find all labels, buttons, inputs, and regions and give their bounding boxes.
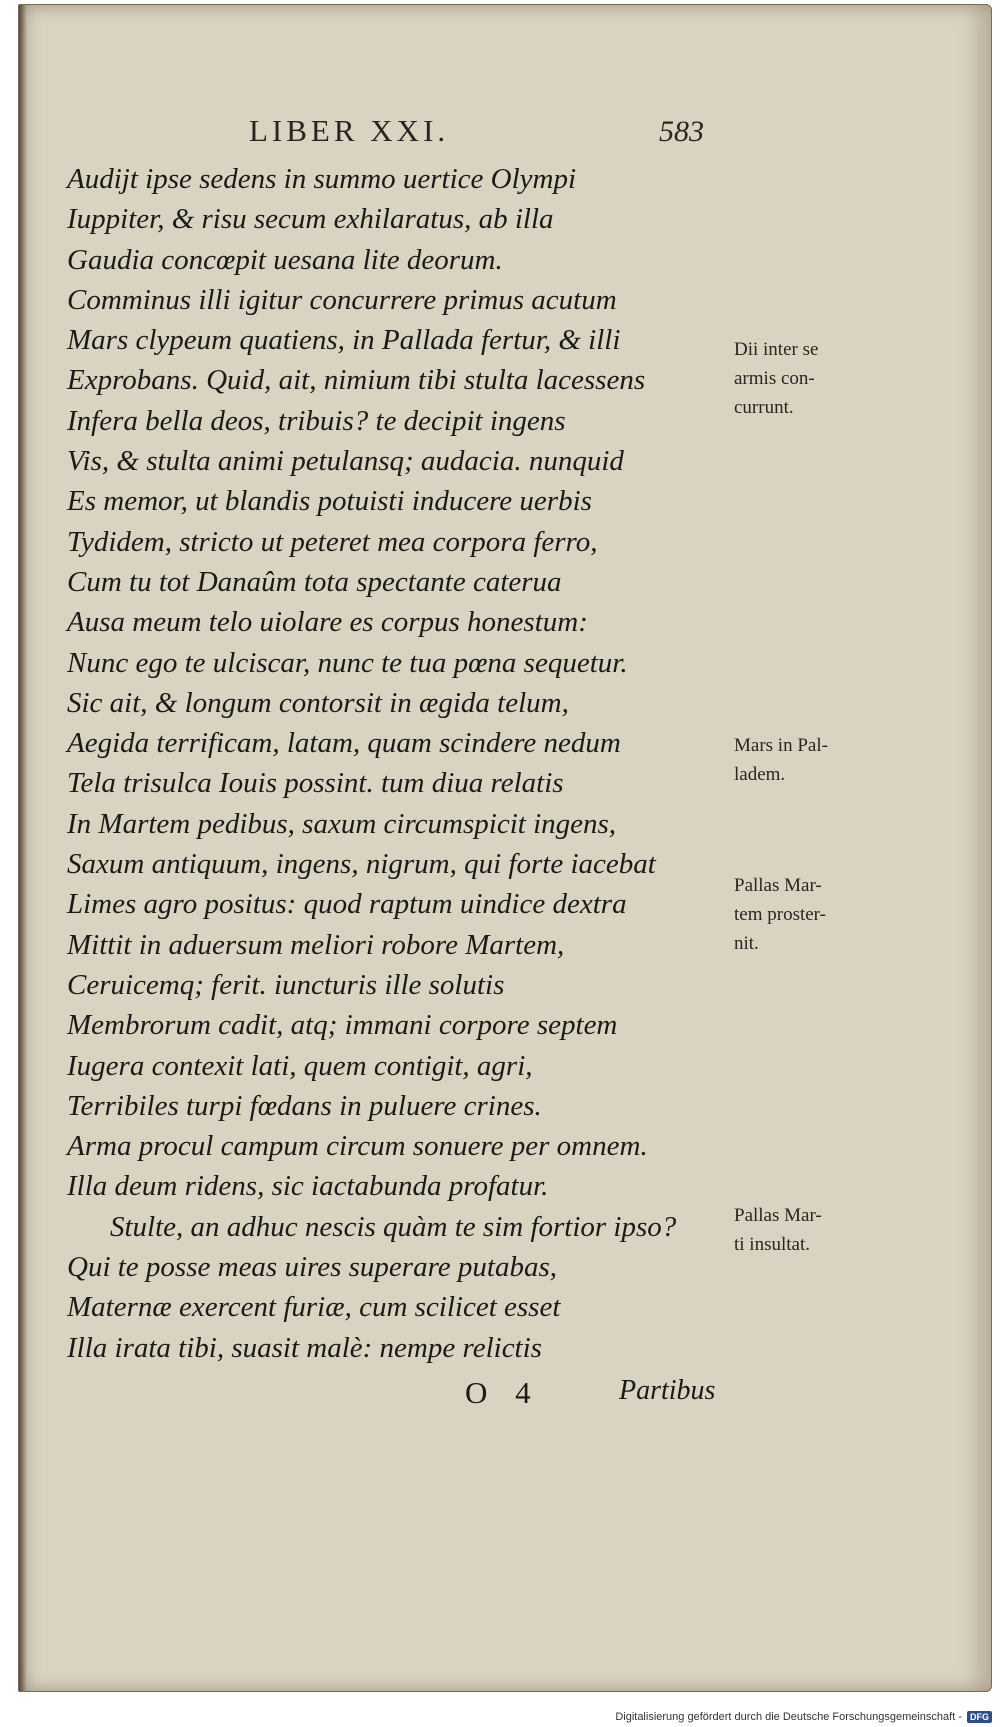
verse-line: Tela trisulca Iouis possint. tum diua relatis: [67, 767, 564, 800]
catchword: Partibus: [619, 1375, 716, 1406]
verse-line: Illa deum ridens, sic iactabunda profatur.: [67, 1170, 549, 1203]
verse-line: Limes agro positus: quod raptum uindice dextra: [67, 888, 627, 921]
verse-line: Ausa meum telo uiolare es corpus honestum:: [67, 606, 588, 639]
verse-line: Iugera contexit lati, quem contigit, agri,: [67, 1049, 533, 1082]
marginal-note: Mars in Pal- ladem.: [734, 735, 828, 785]
verse-line: Maternæ exercent furiæ, cum scilicet esset: [67, 1291, 561, 1324]
verse-line: Aegida terrificam, latam, quam scindere nedum: [67, 727, 621, 760]
verse-line: Sic ait, & longum contorsit in ægida telum,: [67, 686, 569, 719]
page-header: [19, 113, 991, 153]
verse-line: Ceruicemq; ferit. iuncturis ille solutis: [67, 968, 505, 1001]
marginal-note: Dii inter se armis con- currunt.: [734, 339, 819, 418]
digitization-credit: [615, 1711, 992, 1723]
folio-number: 583: [659, 115, 704, 148]
verse-line: Es memor, ut blandis potuisti inducere uerbis: [67, 485, 592, 518]
verse-line: Nunc ego te ulciscar, nunc te tua pœna sequetur.: [67, 646, 628, 679]
verse-line: In Martem pedibus, saxum circumspicit ingens,: [67, 807, 617, 840]
verse-line: Membrorum cadit, atq; immani corpore septem: [67, 1009, 618, 1042]
verse-line: Tydidem, stricto ut peteret mea corpora ferro,: [67, 525, 598, 558]
verse-line: Iuppiter, & risu secum exhilaratus, ab illa: [67, 203, 554, 236]
verse-line: Illa irata tibi, suasit malè: nempe relictis: [67, 1331, 542, 1364]
verse-line: Stulte, an adhuc nescis quàm te sim fortior ipso?: [110, 1210, 677, 1243]
verse-line: Arma procul campum circum sonuere per omnem.: [67, 1130, 648, 1163]
signature-mark: O 4: [465, 1375, 541, 1410]
verse-line: Audijt ipse sedens in summo uertice Olympi: [67, 163, 577, 195]
credit-text: Digitalisierung gefördert durch die Deutsche Forschungsgemeinschaft -: [615, 1711, 962, 1723]
verse-line: Infera bella deos, tribuis? te decipit ingens: [67, 404, 566, 437]
verse-line: Cum tu tot Danaûm tota spectante caterua: [67, 565, 562, 598]
verse-line: Vis, & stulta animi petulansq; audacia. nunquid: [67, 445, 624, 478]
verse-line: Mars clypeum quatiens, in Pallada fertur, & illi: [67, 324, 621, 357]
verse-line: Exprobans. Quid, ait, nimium tibi stulta lacessens: [67, 364, 646, 397]
verse-line: Terribiles turpi fœdans in puluere crines.: [67, 1089, 542, 1122]
verse-line: Gaudia concœpit uesana lite deorum.: [67, 243, 503, 276]
verse-line: Comminus illi igitur concurrere primus acutum: [67, 283, 617, 316]
running-title: LIBER XXI.: [249, 113, 450, 148]
verse-line: Mittit in aduersum meliori robore Martem,: [67, 928, 565, 961]
verse-line: Saxum antiquum, ingens, nigrum, qui forte iacebat: [67, 848, 656, 881]
marginal-note: Pallas Mar- tem proster- nit.: [734, 875, 826, 954]
verse-block: [67, 159, 707, 1368]
verse-line: Qui te posse meas uires superare putabas,: [67, 1251, 558, 1284]
book-page: [18, 4, 992, 1692]
marginal-note: Pallas Mar- ti insultat.: [734, 1205, 822, 1255]
dfg-logo: DFG: [967, 1711, 992, 1723]
